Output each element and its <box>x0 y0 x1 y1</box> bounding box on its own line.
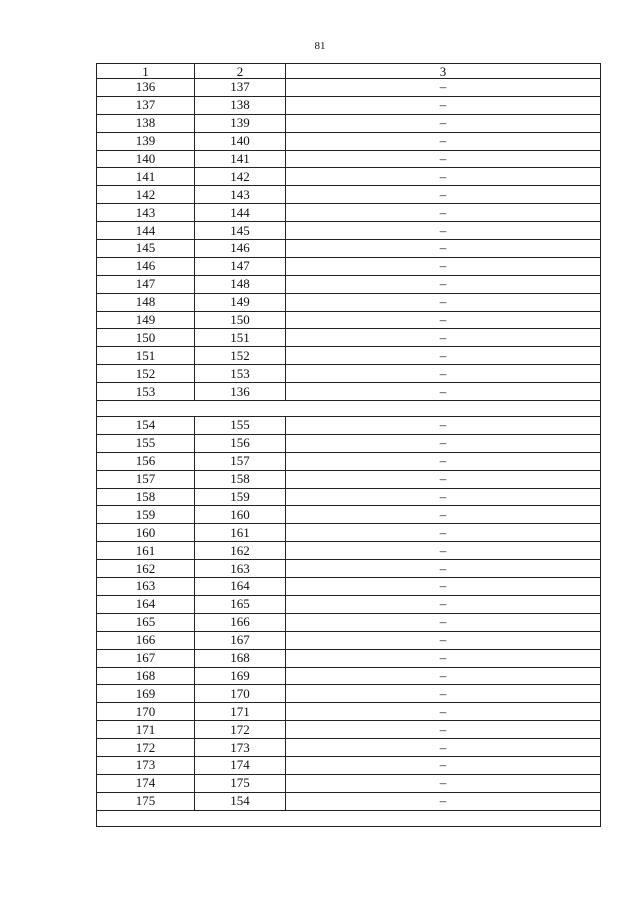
table-cell-col-3: – <box>286 756 601 774</box>
table-cell-col-3: – <box>286 792 601 810</box>
table-cell-col-1: 136 <box>97 79 195 97</box>
table-footer-row <box>97 810 601 826</box>
table-cell-col-3: – <box>286 595 601 613</box>
table-row <box>97 685 601 703</box>
table-row <box>97 470 601 488</box>
table-row <box>97 204 601 222</box>
table-cell-col-2: 170 <box>195 685 286 703</box>
table-cell-col-3: – <box>286 365 601 383</box>
table-cell-col-1: 164 <box>97 595 195 613</box>
table-cell-col-1: 172 <box>97 739 195 757</box>
table-cell-col-3: – <box>286 703 601 721</box>
table-cell-col-1: 171 <box>97 721 195 739</box>
table-cell-col-3: – <box>286 383 601 401</box>
table-cell-col-2: 165 <box>195 595 286 613</box>
table-cell-col-1: 140 <box>97 150 195 168</box>
table-cell-col-2: 162 <box>195 542 286 560</box>
table-cell-col-2: 168 <box>195 649 286 667</box>
group-separator-row <box>97 401 601 417</box>
table-cell-col-1: 150 <box>97 329 195 347</box>
table-cell-col-3: – <box>286 222 601 240</box>
table-cell-col-3: – <box>286 329 601 347</box>
table-cell-col-1: 141 <box>97 168 195 186</box>
table-cell-col-2: 147 <box>195 257 286 275</box>
table-cell-col-2: 167 <box>195 631 286 649</box>
table-cell-col-3: – <box>286 613 601 631</box>
table-cell-col-2: 158 <box>195 470 286 488</box>
table-cell-col-2: 146 <box>195 240 286 258</box>
table-cell-col-1: 145 <box>97 240 195 258</box>
table-row <box>97 311 601 329</box>
table-row <box>97 275 601 293</box>
table-cell-col-1: 162 <box>97 560 195 578</box>
table-cell-col-3: – <box>286 275 601 293</box>
table-cell-col-3: – <box>286 667 601 685</box>
table-cell-col-3: – <box>286 96 601 114</box>
table-row <box>97 132 601 150</box>
page-number: 81 <box>314 40 326 52</box>
table-row <box>97 649 601 667</box>
table-cell-col-2: 142 <box>195 168 286 186</box>
table-row <box>97 347 601 365</box>
table-cell-col-2: 150 <box>195 311 286 329</box>
table-cell-col-1: 151 <box>97 347 195 365</box>
table-header-row <box>97 64 601 79</box>
table-cell-col-1: 156 <box>97 452 195 470</box>
table-row <box>97 578 601 596</box>
table-row <box>97 739 601 757</box>
table-cell-col-2: 152 <box>195 347 286 365</box>
table-cell-col-3: – <box>286 739 601 757</box>
table-row <box>97 79 601 97</box>
table-cell-col-1: 161 <box>97 542 195 560</box>
table-row <box>97 506 601 524</box>
table-cell-col-3: – <box>286 114 601 132</box>
table-cell-col-1: 173 <box>97 756 195 774</box>
table-cell-col-2: 171 <box>195 703 286 721</box>
table-cell-col-1: 152 <box>97 365 195 383</box>
table-row <box>97 595 601 613</box>
table-cell-col-1: 157 <box>97 470 195 488</box>
table-cell-col-3: – <box>286 204 601 222</box>
table-row <box>97 240 601 258</box>
table-cell-col-2: 144 <box>195 204 286 222</box>
table-row <box>97 667 601 685</box>
table-body <box>97 64 601 827</box>
table-row <box>97 329 601 347</box>
table-cell-col-3: – <box>286 721 601 739</box>
table-cell-col-2: 138 <box>195 96 286 114</box>
header-cell-3: 3 <box>286 64 601 79</box>
table-cell-col-1: 155 <box>97 434 195 452</box>
table-cell-col-3: – <box>286 311 601 329</box>
table-row <box>97 186 601 204</box>
table-cell-col-3: – <box>286 578 601 596</box>
table-row <box>97 560 601 578</box>
table-cell-col-2: 155 <box>195 417 286 435</box>
table-cell-col-2: 169 <box>195 667 286 685</box>
table-cell-col-1: 154 <box>97 417 195 435</box>
table-cell-col-3: – <box>286 560 601 578</box>
table-cell-col-1: 167 <box>97 649 195 667</box>
table-cell-col-3: – <box>286 168 601 186</box>
table-row <box>97 96 601 114</box>
table-cell-col-1: 149 <box>97 311 195 329</box>
table-cell-col-3: – <box>286 417 601 435</box>
table-cell-col-2: 160 <box>195 506 286 524</box>
table-cell-col-3: – <box>286 685 601 703</box>
table-cell-col-2: 164 <box>195 578 286 596</box>
table-cell-col-2: 141 <box>195 150 286 168</box>
table-row <box>97 434 601 452</box>
table-cell-col-2: 137 <box>195 79 286 97</box>
table-cell-col-2: 145 <box>195 222 286 240</box>
table-cell-col-3: – <box>286 774 601 792</box>
table-row <box>97 150 601 168</box>
table-row <box>97 524 601 542</box>
table-row <box>97 222 601 240</box>
table-cell-col-3: – <box>286 452 601 470</box>
table-cell-col-3: – <box>286 293 601 311</box>
table-cell-col-3: – <box>286 470 601 488</box>
table-cell-col-2: 154 <box>195 792 286 810</box>
table-cell-col-3: – <box>286 649 601 667</box>
header-cell-2: 2 <box>195 64 286 79</box>
group-separator-row-cell <box>97 401 601 417</box>
table-cell-col-2: 175 <box>195 774 286 792</box>
table-cell-col-1: 142 <box>97 186 195 204</box>
table-cell-col-2: 140 <box>195 132 286 150</box>
table-cell-col-3: – <box>286 347 601 365</box>
table-cell-col-1: 174 <box>97 774 195 792</box>
table-row <box>97 365 601 383</box>
table-row <box>97 774 601 792</box>
table-cell-col-1: 160 <box>97 524 195 542</box>
table-cell-col-1: 169 <box>97 685 195 703</box>
table-row <box>97 452 601 470</box>
table-row <box>97 257 601 275</box>
table-cell-col-1: 153 <box>97 383 195 401</box>
table-cell-col-2: 139 <box>195 114 286 132</box>
table-cell-col-3: – <box>286 506 601 524</box>
table-row <box>97 488 601 506</box>
table-row <box>97 383 601 401</box>
table-cell-col-3: – <box>286 150 601 168</box>
table-cell-col-2: 143 <box>195 186 286 204</box>
table-cell-col-3: – <box>286 542 601 560</box>
table-cell-col-1: 143 <box>97 204 195 222</box>
table-cell-col-1: 170 <box>97 703 195 721</box>
table-cell-col-1: 165 <box>97 613 195 631</box>
table-row <box>97 542 601 560</box>
table-cell-col-2: 157 <box>195 452 286 470</box>
table-row <box>97 293 601 311</box>
table-cell-col-2: 172 <box>195 721 286 739</box>
table-cell-col-2: 163 <box>195 560 286 578</box>
table-row <box>97 114 601 132</box>
table-row <box>97 417 601 435</box>
table-row <box>97 756 601 774</box>
table-cell-col-2: 161 <box>195 524 286 542</box>
table-cell-col-3: – <box>286 132 601 150</box>
table-cell-col-1: 166 <box>97 631 195 649</box>
table-cell-col-2: 159 <box>195 488 286 506</box>
table-cell-col-1: 138 <box>97 114 195 132</box>
table-cell-col-1: 139 <box>97 132 195 150</box>
table-row <box>97 703 601 721</box>
table-cell-col-2: 173 <box>195 739 286 757</box>
table-cell-col-1: 137 <box>97 96 195 114</box>
table-row <box>97 168 601 186</box>
data-table <box>96 63 601 827</box>
table-row <box>97 792 601 810</box>
table-cell-col-2: 136 <box>195 383 286 401</box>
table-cell-col-2: 166 <box>195 613 286 631</box>
table-cell-col-3: – <box>286 524 601 542</box>
table-row <box>97 721 601 739</box>
table-cell-col-3: – <box>286 186 601 204</box>
table-cell-col-2: 149 <box>195 293 286 311</box>
table-cell-col-3: – <box>286 240 601 258</box>
table-cell-col-1: 146 <box>97 257 195 275</box>
table-cell-col-1: 175 <box>97 792 195 810</box>
table-cell-col-1: 163 <box>97 578 195 596</box>
table-cell-col-3: – <box>286 488 601 506</box>
table-cell-col-1: 168 <box>97 667 195 685</box>
table-cell-col-1: 148 <box>97 293 195 311</box>
table-cell-col-2: 174 <box>195 756 286 774</box>
table-cell-col-2: 151 <box>195 329 286 347</box>
table-cell-col-3: – <box>286 79 601 97</box>
table-row <box>97 613 601 631</box>
table-footer-row-cell <box>97 810 601 826</box>
table-cell-col-1: 159 <box>97 506 195 524</box>
table-cell-col-3: – <box>286 257 601 275</box>
table-cell-col-3: – <box>286 434 601 452</box>
table-cell-col-1: 147 <box>97 275 195 293</box>
table-cell-col-2: 148 <box>195 275 286 293</box>
header-cell-1: 1 <box>97 64 195 79</box>
table-cell-col-3: – <box>286 631 601 649</box>
table-cell-col-2: 153 <box>195 365 286 383</box>
table-cell-col-1: 158 <box>97 488 195 506</box>
table-cell-col-2: 156 <box>195 434 286 452</box>
table-row <box>97 631 601 649</box>
table-cell-col-1: 144 <box>97 222 195 240</box>
